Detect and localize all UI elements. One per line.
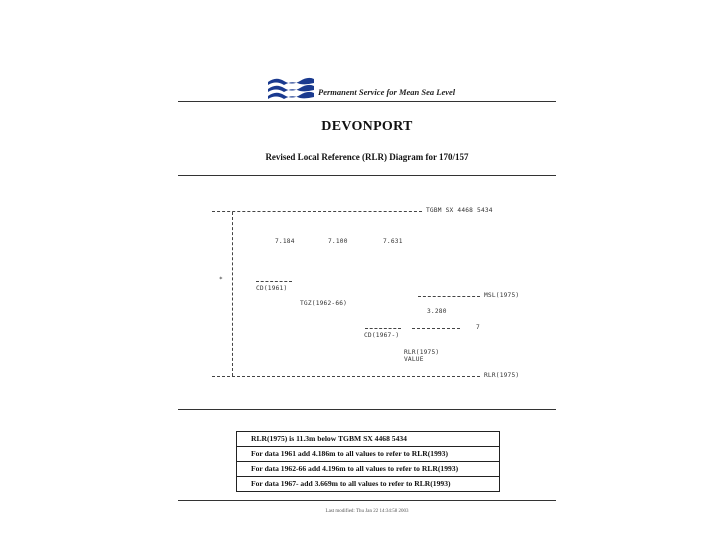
value-label: VALUE: [404, 356, 424, 363]
note-1961: For data 1961 add 4.186m to all values to refer to RLR(1993): [237, 447, 499, 462]
note-rlr-definition: RLR(1975) is 11.3m below TGBM SX 4468 5434: [237, 432, 499, 447]
benchmark-label: TGBM SX 4468 5434: [426, 207, 493, 214]
offset-value-1: 7.184: [275, 238, 295, 245]
cd-1961-line: [256, 281, 292, 282]
page-subtitle: Revised Local Reference (RLR) Diagram for 170/157: [265, 152, 469, 162]
tgz-label: TGZ(1962-66): [300, 300, 348, 307]
cd-1967-line-right: [412, 328, 460, 329]
msl-line: [418, 296, 480, 297]
note-1962-66: For data 1962-66 add 4.196m to all values to refer to RLR(1993): [237, 462, 499, 477]
msl-label: MSL(1975): [484, 292, 520, 299]
cd-1967-label: CD(1967-): [364, 332, 400, 339]
notes-table: [236, 431, 500, 492]
diagram-divider: [178, 409, 556, 410]
rlr-line: [212, 376, 480, 377]
last-modified: Last modified: Thu Jan 22 14:34:58 2003: [325, 509, 409, 514]
rlr-label: RLR(1975): [484, 372, 520, 379]
offset-value-2: 7.100: [328, 238, 348, 245]
offset-value-3: 7.631: [383, 238, 403, 245]
psmsl-wave-logo-icon: [266, 76, 316, 100]
star-mark: *: [219, 276, 223, 283]
footer-divider: [178, 500, 556, 501]
cd-1961-label: CD(1961): [256, 285, 288, 292]
left-vertical-line: [232, 212, 233, 376]
note-1967: For data 1967- add 3.669m to all values to refer to RLR(1993): [251, 479, 451, 488]
cd-1967-line-left: [365, 328, 401, 329]
page-title: DEVONPORT: [321, 119, 413, 134]
benchmark-line: [212, 211, 422, 212]
header-divider: [178, 101, 556, 102]
rlr-value-label: RLR(1975): [404, 349, 440, 356]
msl-offset: 3.280: [427, 308, 447, 315]
title-divider: [178, 175, 556, 176]
right-mark: 7: [476, 324, 480, 331]
organisation-name: Permanent Service for Mean Sea Level: [318, 87, 456, 97]
